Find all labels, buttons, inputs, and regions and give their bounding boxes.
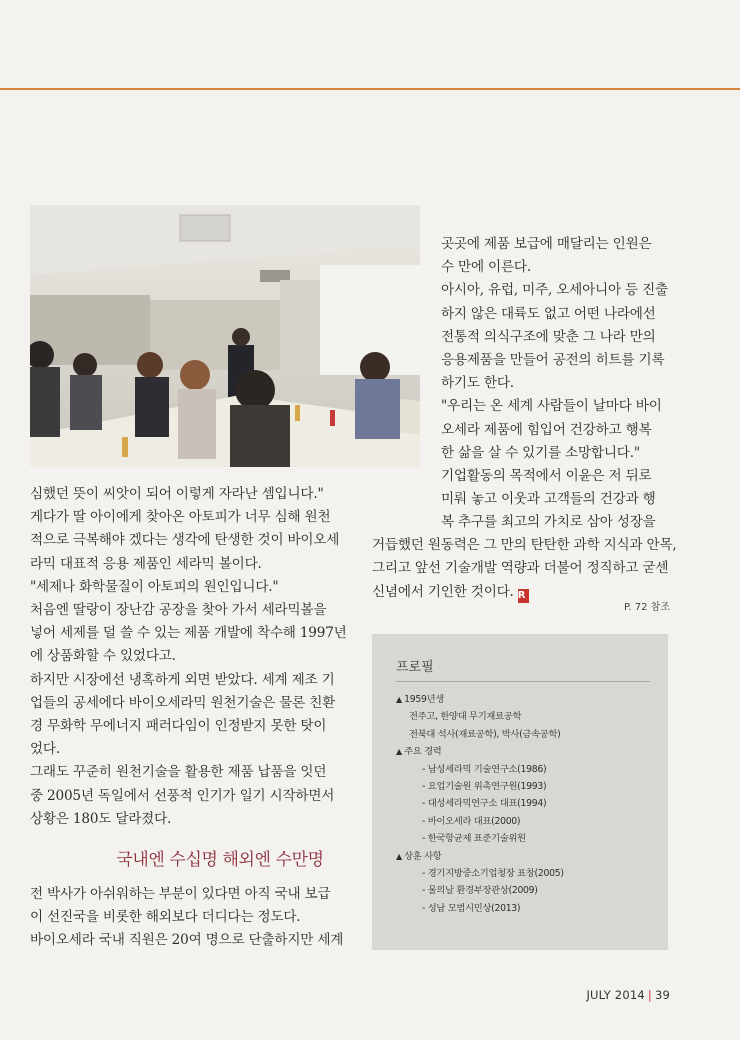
header-rule: [0, 88, 740, 90]
paragraph-line: 하기도 한다.: [441, 375, 514, 392]
body-text-wide: [372, 511, 677, 604]
profile-divider: [396, 681, 650, 682]
profile-list: [396, 691, 650, 917]
paragraph-line-text: 신념에서 기인한 것이다.: [372, 583, 514, 600]
paragraph-line: 처음엔 딸랑이 장난감 공장을 찾아 가서 세라믹볼을: [30, 602, 327, 619]
paragraph-line: 하지 않은 대륙도 없고 어떤 나라에선: [441, 305, 656, 322]
paragraph-line: 라믹 대표적 응용 제품인 세라믹 볼이다.: [30, 555, 262, 572]
paragraph-line: 그리고 앞선 기술개발 역량과 더불어 정직하고 굳센: [372, 560, 669, 577]
body-text-right: [441, 233, 711, 511]
paragraph-line: 상황은 180도 달라졌다.: [30, 810, 172, 827]
paragraph-line: 에 상품화할 수 있었다고.: [30, 648, 176, 665]
profile-line: - 경기지방중소기업청장 표창(2005): [396, 865, 650, 882]
paragraph-line: 적으로 극복해야 겠다는 생각에 탄생한 것이 바이오세: [30, 532, 340, 549]
seminar-photo: [30, 205, 420, 467]
paragraph-line: "세제나 화학물질이 아토피의 원인입니다.": [30, 578, 279, 595]
profile-line: - 성남 모범시민상(2013): [396, 900, 650, 917]
paragraph-line: 경 무화학 무에너지 패러다임이 인정받지 못한 탓이: [30, 718, 327, 735]
paragraph-line: 게다가 딸 아이에게 찾아온 아토피가 너무 심해 원천: [30, 509, 331, 526]
paragraph-line: 업들의 공세에다 바이오세라믹 원천기술은 물론 친환: [30, 694, 336, 711]
profile-line: - 요업기술원 위촉연구원(1993): [396, 778, 650, 795]
profile-box: [372, 634, 668, 950]
paragraph-line: 복 추구를 최고의 가치로 삼아 성장을: [441, 514, 656, 530]
paragraph-line: 거듭했던 원동력은 그 만의 탄탄한 과학 지식과 안목,: [372, 537, 677, 554]
profile-line: - 한국항균제 표준기술위원: [396, 830, 650, 847]
paragraph-line: 오세라 제품에 힘입어 건강하고 행복: [441, 421, 652, 438]
paragraph-line: 전 박사가 아쉬워하는 부분이 있다면 아직 국내 보급: [30, 886, 331, 902]
body-text-left-top: [30, 483, 420, 831]
paragraph-line: 심했던 뜻이 씨앗이 되어 이렇게 자라난 셈입니다.": [30, 486, 324, 502]
paragraph-line: "우리는 온 세계 사람들이 날마다 바이: [441, 398, 662, 415]
page-number: 39: [654, 988, 670, 1002]
profile-line: ▲ 주요 경력: [396, 743, 650, 760]
page-footer: [560, 988, 670, 1002]
paragraph-line: 바이오세라 국내 직원은 20여 명으로 단출하지만 세계: [30, 932, 344, 949]
profile-line: 전북대 석사(재료공학), 박사(금속공학): [409, 728, 561, 740]
paragraph-line: 이 선진국을 비롯한 해외보다 더디다는 정도다.: [30, 909, 301, 926]
profile-line: ▲ 1959년생: [396, 691, 650, 708]
issue-date: JULY 2014: [586, 988, 645, 1002]
footer-separator: |: [647, 988, 652, 1002]
paragraph-line: 아시아, 유럽, 미주, 오세아니아 등 진출: [441, 282, 668, 299]
profile-line: ▲ 상훈 사항: [396, 848, 650, 865]
paragraph-line: 하지만 시장에선 냉혹하게 외면 받았다. 세계 제조 기: [30, 671, 335, 688]
profile-line: 전주고, 한양대 무기재료공학: [409, 711, 522, 723]
profile-line: - 대성세라믹연구소 대표(1994): [396, 795, 650, 812]
end-mark-icon: R: [518, 589, 529, 603]
paragraph-line: 수 만에 이른다.: [441, 259, 531, 276]
profile-line: - 남성세라믹 기술연구소(1986): [396, 761, 650, 778]
profile-line: - 물의날 환경부장관상(2009): [396, 882, 650, 899]
paragraph-line: 미뤄 놓고 이웃과 고객들의 건강과 행: [441, 491, 656, 508]
reference-note: P. 72 참조: [623, 602, 670, 613]
paragraph-line: 곳곳에 제품 보급에 매달리는 인원은: [441, 236, 652, 252]
paragraph-line: 었다.: [30, 741, 60, 758]
body-text-left-bottom: [30, 883, 420, 953]
paragraph-line: 응용제품을 만들어 공전의 히트를 기록: [441, 352, 665, 369]
paragraph-line: 그래도 꾸준히 원천기술을 활용한 제품 납품을 잇던: [30, 764, 327, 781]
paragraph-line: 넣어 세제를 덜 쓸 수 있는 제품 개발에 착수해 1997년: [30, 625, 347, 642]
paragraph-line: 기업활동의 목적에서 이윤은 저 뒤로: [441, 468, 652, 485]
profile-line: - 바이오세라 대표(2000): [396, 813, 650, 830]
paragraph-line: 중 2005년 독일에서 선풍적 인기가 일기 시작하면서: [30, 787, 335, 804]
profile-title: 프로필: [396, 660, 434, 675]
section-heading: 국내엔 수십명 해외엔 수만명: [116, 850, 324, 870]
paragraph-line: 전통적 의식구조에 맞춘 그 나라 만의: [441, 328, 656, 345]
paragraph-line: 한 삶을 살 수 있기를 소망합니다.": [441, 444, 640, 461]
